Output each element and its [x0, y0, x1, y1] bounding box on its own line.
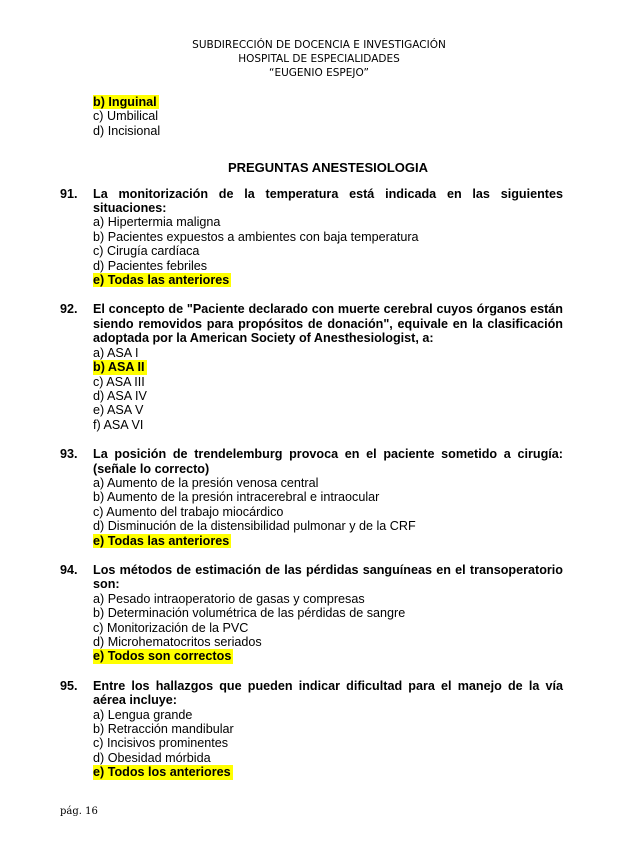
answer-option-text: d) Disminución de la distensibilidad pulmonar y de la CRF [93, 519, 416, 534]
answer-option-text: c) Incisivos prominentes [93, 736, 229, 751]
answer-option-text: b) Inguinal [93, 95, 157, 109]
answer-option-text: c) Aumento del trabajo miocárdico [93, 504, 284, 519]
question-text: La posición de trendelemburg provoca en el paciente sometido a cirugía: (señale lo correcto) [93, 447, 563, 476]
answer-option-text: a) Lengua grande [93, 707, 193, 722]
answer-option-text: a) Pesado intraoperatorio de gasas y compresas [93, 591, 365, 606]
answer-option-text: c) Monitorización de la PVC [93, 620, 249, 635]
question-item [60, 302, 563, 432]
answer-option [93, 751, 563, 765]
answer-option [93, 230, 563, 244]
page-header [0, 38, 638, 80]
answer-option-text: b) Aumento de la presión intracerebral e intraocular [93, 490, 380, 505]
answer-option-text: b) Retracción mandibular [93, 722, 234, 737]
answer-option [93, 244, 563, 258]
question-text: Entre los hallazgos que pueden indicar dificultad para el manejo de la vía aérea incluye: [93, 678, 563, 708]
question-number: 93. [60, 447, 78, 462]
highlighted-answer-option [93, 273, 563, 287]
answer-option [93, 403, 563, 417]
answer-option-text: b) ASA II [93, 360, 145, 375]
question-item [60, 679, 563, 780]
question-item [60, 187, 563, 288]
answer-option-text: d) Microhematocritos seriados [93, 635, 262, 649]
answer-option-text: a) Hipertermia maligna [93, 215, 221, 230]
answer-option [93, 621, 563, 635]
answer-option-text: b) Pacientes expuestos a ambientes con baja temperatura [93, 229, 419, 244]
answer-option [93, 606, 563, 620]
question-text: La monitorización de la temperatura está indicada en las siguientes situaciones: [93, 186, 563, 216]
highlighted-answer-option [93, 649, 563, 663]
answer-option [93, 490, 563, 504]
question-stem [60, 302, 563, 345]
answer-option-text: a) Aumento de la presión venosa central [93, 475, 319, 490]
answer-option [93, 389, 563, 403]
answer-options [60, 708, 563, 780]
answer-options [60, 346, 563, 432]
section-title: PREGUNTAS ANESTESIOLOGIA [227, 160, 429, 176]
answer-option [93, 635, 563, 649]
page-number: pág. 16 [60, 806, 98, 817]
header-line-1: SUBDIRECCIÓN DE DOCENCIA E INVESTIGACIÓN [192, 39, 446, 51]
question-stem [60, 447, 563, 476]
answer-options [60, 592, 563, 664]
question-text: Los métodos de estimación de las pérdidas sanguíneas en el transoperatorio son: [93, 562, 563, 592]
answer-option [93, 259, 563, 273]
answer-options [60, 476, 563, 548]
answer-option [93, 124, 563, 138]
highlighted-answer-option [93, 765, 563, 779]
answer-option [93, 708, 563, 722]
answer-option-text: b) Determinación volumétrica de las pérdidas de sangre [93, 606, 406, 621]
answer-options [60, 215, 563, 287]
highlighted-answer-option [93, 95, 563, 109]
previous-question-options [60, 95, 563, 138]
header-line-3: “EUGENIO ESPEJO” [269, 67, 369, 79]
question-stem [60, 187, 563, 216]
question-item [60, 563, 563, 664]
answer-option-text: d) Incisional [93, 123, 161, 138]
answer-option-text: e) ASA V [93, 403, 144, 418]
question-number: 94. [60, 562, 78, 577]
answer-option-text: d) Pacientes febriles [93, 258, 208, 273]
answer-option-text: e) Todas las anteriores [93, 533, 230, 548]
answer-option [93, 592, 563, 606]
question-stem [60, 679, 563, 708]
question-number: 95. [60, 678, 78, 693]
question-text: El concepto de "Paciente declarado con muerte cerebral cuyos órganos están siendo removidos para propósitos de donación", equivale en la clasificación adoptada por la American Society of Anesthesiologist, a: [93, 302, 563, 346]
highlighted-answer-option [93, 360, 563, 374]
header-line-2: HOSPITAL DE ESPECIALIDADES [238, 53, 400, 65]
answer-option-text: e) Todos los anteriores [93, 765, 231, 780]
answer-option [93, 519, 563, 533]
answer-option [93, 109, 563, 123]
answer-option [93, 476, 563, 490]
answer-option [93, 215, 563, 229]
question-number: 92. [60, 302, 78, 317]
answer-option [93, 505, 563, 519]
answer-option-text: c) Umbilical [93, 109, 159, 124]
answer-option-text: c) Cirugía cardíaca [93, 244, 200, 259]
answer-option-text: c) ASA III [93, 374, 145, 389]
answer-option-text: d) Obesidad mórbida [93, 750, 211, 765]
answer-option [93, 346, 563, 360]
answer-option [93, 418, 563, 432]
highlighted-answer-option [93, 534, 563, 548]
question-item [60, 447, 563, 548]
question-number: 91. [60, 186, 78, 201]
document-body [60, 95, 563, 795]
answer-option-text: e) Todas las anteriores [93, 273, 230, 288]
answer-option-text: d) ASA IV [93, 388, 147, 403]
answer-option [93, 375, 563, 389]
answer-option-text: e) Todos son correctos [93, 649, 232, 664]
answer-option [93, 736, 563, 750]
answer-option-text: a) ASA I [93, 345, 139, 360]
answer-option-text: f) ASA VI [93, 417, 144, 432]
question-list [60, 187, 563, 780]
answer-option [93, 722, 563, 736]
question-stem [60, 563, 563, 592]
